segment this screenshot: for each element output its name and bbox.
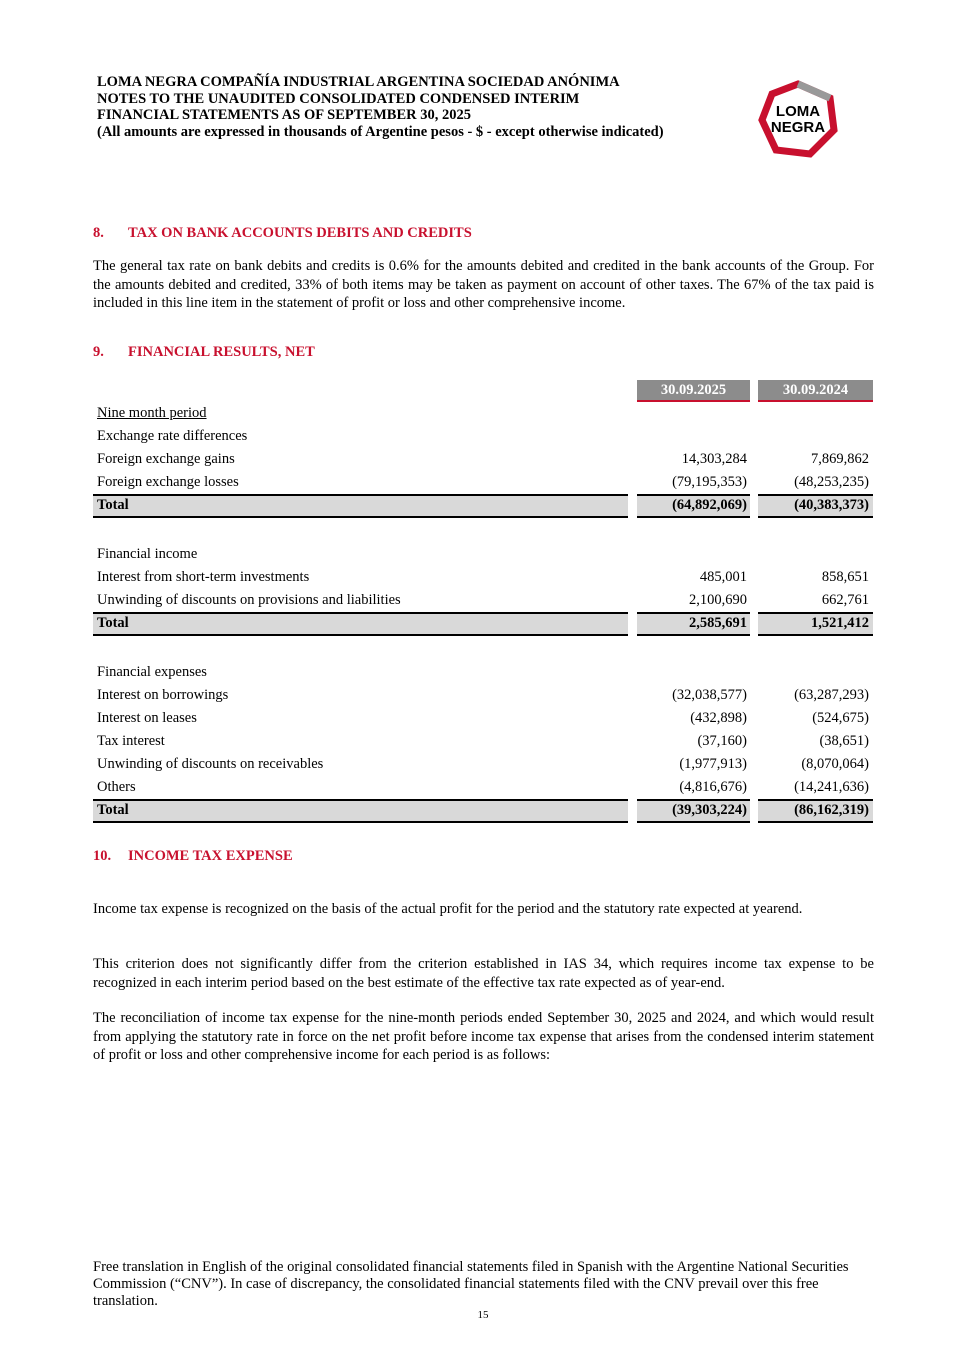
- value-2025: (32,038,577): [672, 687, 747, 703]
- total-row: [93, 494, 873, 517]
- value-2024: (8,070,064): [801, 756, 869, 772]
- value-2025: 2,585,691: [689, 615, 747, 631]
- row-label: Foreign exchange losses: [97, 474, 239, 490]
- row-label: Interest from short-term investments: [97, 569, 310, 585]
- column-header-2024: 30.09.2024: [758, 380, 873, 402]
- value-2025: (37,160): [697, 733, 747, 749]
- value-2024: (14,241,636): [794, 779, 869, 795]
- total-band: [93, 612, 628, 636]
- row-label: Financial expenses: [97, 664, 207, 680]
- total-band: [93, 799, 628, 823]
- row-label: Unwinding of discounts on provisions and liabilities: [97, 592, 401, 608]
- section-8-text: The general tax rate on bank debits and credits is 0.6% for the amounts debited and credited in the bank accounts of the Group. For the amounts debited and credited, 33% of both items may be taken as payment on account of other taxes. The 67% of the tax paid is included in this line item in the statement of profit or loss and other comprehensive income.: [93, 258, 874, 311]
- value-2025: (64,892,069): [672, 497, 747, 513]
- svg-text:LOMA: LOMA: [775, 103, 821, 120]
- value-2025: (39,303,224): [672, 802, 747, 818]
- value-2024: (40,383,373): [794, 497, 869, 513]
- header-line: FINANCIAL STATEMENTS AS OF SEPTEMBER 30, 2025: [97, 107, 471, 123]
- value-2025: (79,195,353): [672, 474, 747, 490]
- table-row: [93, 543, 873, 566]
- table-row: [93, 471, 873, 494]
- row-label: Total: [97, 615, 129, 631]
- table-row: [93, 661, 873, 684]
- page-number: 15: [477, 1309, 489, 1321]
- section-number: 8.: [93, 225, 104, 241]
- row-label: Financial income: [97, 546, 198, 562]
- row-label: Nine month period: [97, 405, 207, 421]
- row-label: Interest on leases: [97, 710, 197, 726]
- table-row: [93, 707, 873, 730]
- table-row: [93, 776, 873, 799]
- section-8-heading: [93, 225, 472, 242]
- section-title: FINANCIAL RESULTS, NET: [128, 344, 315, 360]
- section-10-paragraph: The reconciliation of income tax expense for the nine-month periods ended September 30, 2025 and 2024, and which would result from applying the statutory rate in force on the net profit before income tax expense that arises from the condensed interim statement of profit or loss and other comprehensive income for each period is as follows:: [93, 1010, 874, 1063]
- table-row: [93, 730, 873, 753]
- loma-negra-logo: [758, 80, 838, 158]
- total-row: [93, 799, 873, 822]
- document-header: [97, 74, 717, 140]
- table-row: [93, 517, 873, 540]
- value-2024: (48,253,235): [794, 474, 869, 490]
- header-line: (All amounts are expressed in thousands of Argentine pesos - $ - except otherwise indicated): [97, 123, 664, 140]
- total-row: [93, 612, 873, 635]
- value-2025: (4,816,676): [679, 779, 747, 795]
- table-row: [93, 566, 873, 589]
- section-10-paragraph: This criterion does not significantly differ from the criterion established in IAS 34, which requires income tax expense to be recognized in each interim period based on the best estimate of the effective tax rate expected as of year-end.: [93, 956, 874, 991]
- row-label: Total: [97, 497, 129, 513]
- table-row: [93, 425, 873, 448]
- row-label: Others: [97, 779, 136, 795]
- table-row: [93, 684, 873, 707]
- header-line: NOTES TO THE UNAUDITED CONSOLIDATED CONDENSED INTERIM: [97, 90, 580, 107]
- value-2025: 14,303,284: [681, 451, 747, 467]
- section-10-paragraph: Income tax expense is recognized on the basis of the actual profit for the period and the statutory rate expected at yearend.: [93, 901, 803, 917]
- value-2024: (38,651): [819, 733, 869, 749]
- value-2025: 2,100,690: [689, 592, 747, 608]
- value-2024: (63,287,293): [794, 687, 869, 703]
- table-row: [93, 402, 873, 425]
- row-label: Total: [97, 802, 129, 818]
- column-header-2025: 30.09.2025: [637, 380, 750, 402]
- total-band: [93, 494, 628, 518]
- value-2025: 485,001: [699, 569, 747, 585]
- value-2024: 7,869,862: [811, 451, 869, 467]
- row-label: Exchange rate differences: [97, 428, 248, 444]
- row-label: Unwinding of discounts on receivables: [97, 756, 324, 772]
- value-2024: 858,651: [821, 569, 869, 585]
- row-label: Interest on borrowings: [97, 687, 229, 703]
- row-label: Tax interest: [97, 733, 165, 749]
- section-10-heading: [93, 848, 293, 865]
- value-2024: 662,761: [821, 592, 869, 608]
- svg-text:NEGRA: NEGRA: [770, 119, 826, 136]
- value-2024: (524,675): [812, 710, 869, 726]
- value-2025: (1,977,913): [679, 756, 747, 772]
- table-row: [93, 589, 873, 612]
- footer-disclaimer: Free translation in English of the original consolidated financial statements filed in Spanish with the Argentine National Securities Commission (“CNV”). In case of discrepancy, the consolidated financial statements filed with the CNV prevail over this free translation.: [93, 1259, 849, 1309]
- value-2024: 1,521,412: [811, 615, 869, 631]
- table-row: [93, 448, 873, 471]
- row-label: Foreign exchange gains: [97, 451, 235, 467]
- section-title: INCOME TAX EXPENSE: [128, 848, 293, 864]
- value-2025: (432,898): [690, 710, 747, 726]
- section-number: 10.: [93, 848, 112, 864]
- section-9-heading: [93, 344, 315, 361]
- table-row: [93, 753, 873, 776]
- section-number: 9.: [93, 344, 104, 360]
- section-title: TAX ON BANK ACCOUNTS DEBITS AND CREDITS: [128, 225, 472, 241]
- table-row: [93, 635, 873, 658]
- value-2024: (86,162,319): [794, 802, 869, 818]
- company-name: LOMA NEGRA COMPAÑÍA INDUSTRIAL ARGENTINA SOCIEDAD ANÓNIMA: [97, 74, 620, 90]
